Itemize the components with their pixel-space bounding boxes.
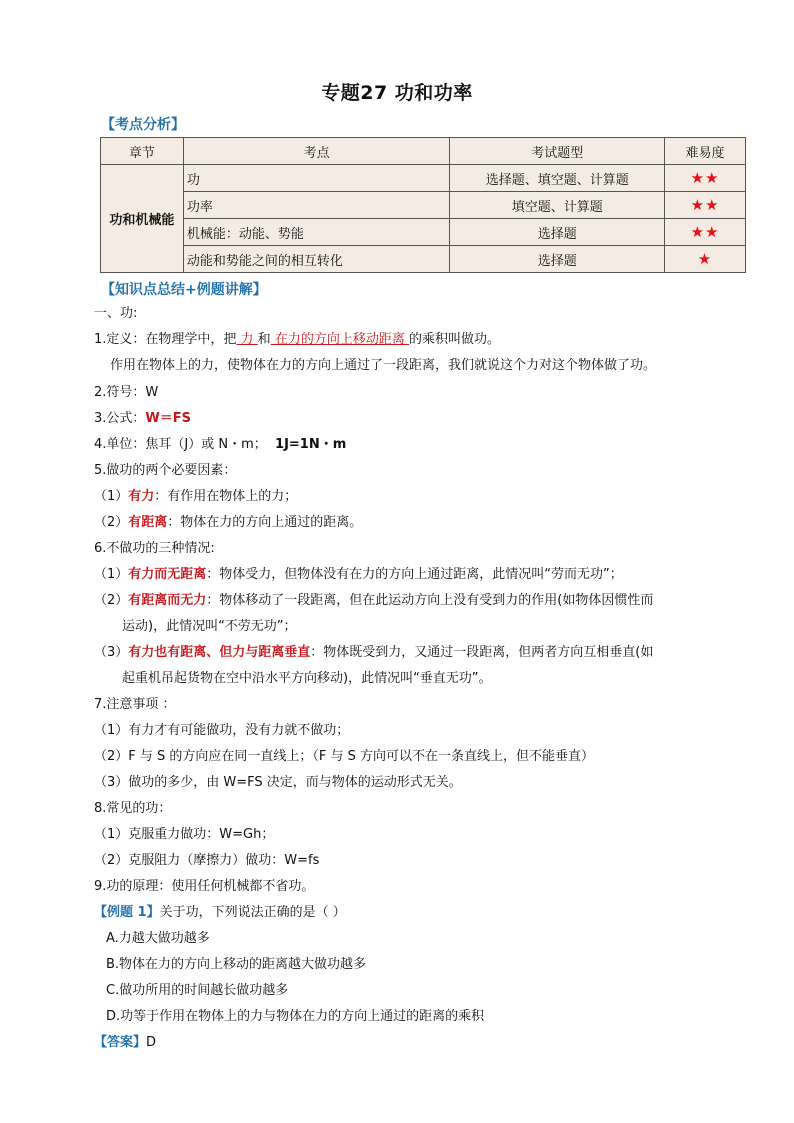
difficulty-stars: ★★ (665, 219, 746, 246)
topic-table (100, 137, 746, 273)
factor-text: ：有作用在物体上的力； (154, 489, 298, 504)
difficulty-stars: ★★ (665, 165, 746, 192)
answer-value: D (146, 1035, 157, 1050)
common-work-1: （1）克服重力做功：W=Gh； (94, 827, 275, 842)
item-number: （1） (94, 567, 129, 582)
formula-value: W＝FS (145, 411, 191, 426)
page-title: 专题27 功和功率 (321, 82, 473, 104)
common-work-heading: 8.常见的功： (94, 801, 172, 816)
answer-line (94, 1034, 156, 1052)
section-heading-kaodian: 【考点分析】 (101, 117, 185, 133)
section-heading-zhishi: 【知识点总结+例题讲解】 (101, 282, 267, 298)
difficulty-stars: ★ (665, 246, 746, 273)
unit-line (94, 436, 346, 454)
factor-text: ：物体在力的方向上通过的距离。 (167, 515, 363, 530)
table-row (101, 192, 746, 219)
option-d: D.功等于作用在物体上的力与物体在力的方向上通过的距离的乘积 (106, 1009, 485, 1024)
definition-suffix: 的乘积叫做功。 (408, 332, 500, 347)
option-b: B.物体在力的方向上移动的距离越大做功越多 (106, 957, 367, 972)
case-keyword: 有力而无距离 (128, 567, 207, 582)
case-text: ：物体移动了一段距离，但在此运动方向上没有受到力的作用(如物体因惯性而 (206, 593, 654, 608)
formula-prefix: 3.公式： (94, 411, 146, 426)
item-number: （2） (94, 593, 129, 608)
chapter-cell: 功和机械能 (101, 165, 184, 273)
header-difficulty: 难易度 (665, 138, 746, 165)
item-number: （1） (94, 489, 129, 504)
case-keyword: 有距离而无力 (128, 593, 207, 608)
answer-tag: 【答案】 (94, 1035, 147, 1050)
notes-heading: 7.注意事项 ： (94, 697, 176, 712)
table-row (101, 246, 746, 273)
definition-prefix: 1.定义：在物理学中，把 (94, 332, 237, 347)
no-work-case-2-cont: 运动)，此情况叫“不劳无功”； (122, 619, 297, 634)
item-number: （3） (94, 645, 129, 660)
definition-explanation: 作用在物体上的力，使物体在力的方向上通过了一段距离，我们就说这个力对这个物体做了功。 (110, 358, 657, 373)
case-text: ：物体既受到力，又通过一段距离，但两者方向互相垂直(如 (310, 645, 654, 660)
type-cell: 选择题、填空题、计算题 (450, 165, 665, 192)
factors-heading: 5.做功的两个必要因素： (94, 463, 237, 478)
difficulty-stars: ★★ (665, 192, 746, 219)
note-2: （2）F 与 S 的方向应在同一直线上；（F 与 S 方向可以不在一条直线上，但不能垂直） (94, 749, 595, 764)
heading-gong: 一、功: (94, 306, 138, 321)
blank-distance: 在力的方向上移动距离 (270, 332, 409, 347)
no-work-heading: 6.不做功的三种情况: (94, 541, 215, 556)
formula-line (94, 410, 191, 428)
example-tag: 【例题 1】 (94, 905, 160, 920)
type-cell: 选择题 (450, 246, 665, 273)
no-work-case-3 (94, 644, 653, 662)
definition-line (94, 331, 500, 349)
no-work-case-3-cont: 起重机吊起货物在空中沿水平方向移动)，此情况叫“垂直无功”。 (122, 671, 492, 686)
blank-force: 力 (236, 332, 258, 347)
header-topic: 考点 (183, 138, 450, 165)
case-keyword: 有力也有距离、但力与距离垂直 (128, 645, 311, 660)
unit-equation: 1J=1N・m (275, 437, 347, 452)
note-1: （1）有力才有可能做功，没有力就不做功； (94, 723, 350, 738)
example-text: 关于功，下列说法正确的是（ ） (159, 905, 346, 920)
no-work-case-1 (94, 566, 623, 584)
topic-cell: 功率 (183, 192, 450, 219)
topic-cell: 动能和势能之间的相互转化 (183, 246, 450, 273)
header-question-type: 考试题型 (450, 138, 665, 165)
option-c: C.做功所用的时间越长做功越多 (106, 983, 289, 998)
common-work-2: （2）克服阻力（摩擦力）做功：W=fs (94, 853, 320, 868)
type-cell: 填空题、计算题 (450, 192, 665, 219)
factor-keyword: 有力 (128, 489, 155, 504)
work-principle: 9.功的原理：使用任何机械都不省功。 (94, 879, 315, 894)
case-text: ：物体受力，但物体没有在力的方向上通过距离，此情况叫“劳而无功”； (206, 567, 623, 582)
factor-1 (94, 488, 297, 506)
table-header-row (101, 138, 746, 165)
note-3: （3）做功的多少，由 W=FS 决定，而与物体的运动形式无关。 (94, 775, 462, 790)
topic-cell: 机械能：动能、势能 (183, 219, 450, 246)
unit-prefix: 4.单位：焦耳（J）或 N・m； (94, 437, 267, 452)
topic-cell: 功 (183, 165, 450, 192)
factor-2 (94, 514, 362, 532)
option-a: A.力越大做功越多 (106, 931, 210, 946)
item-number: （2） (94, 515, 129, 530)
definition-mid: 和 (257, 332, 271, 347)
example-question (94, 904, 346, 922)
factor-keyword: 有距离 (128, 515, 168, 530)
no-work-case-2 (94, 592, 653, 610)
header-chapter: 章节 (101, 138, 184, 165)
type-cell: 选择题 (450, 219, 665, 246)
symbol-line: 2.符号：W (94, 385, 159, 400)
table-row (101, 165, 746, 192)
table-row (101, 219, 746, 246)
